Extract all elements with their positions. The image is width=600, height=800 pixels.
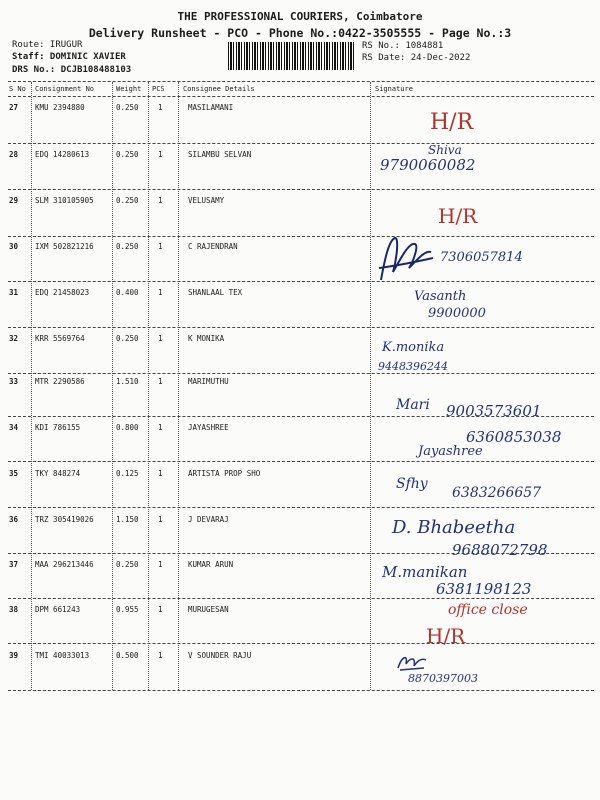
row-consignment: SLM 310105905 [35, 196, 94, 205]
row-pcs: 1 [158, 288, 163, 297]
rs-date: RS Date: 24-Dec-2022 [362, 53, 471, 63]
row-sno: 33 [9, 377, 19, 386]
barcode [228, 42, 356, 70]
row-consignee: SHANLAAL TEX [188, 288, 243, 297]
row-consignee: J DEVARAJ [188, 515, 229, 524]
row-pcs: 1 [158, 469, 163, 478]
row-consignee: MURUGESAN [188, 605, 229, 614]
row-weight: 0.250 [116, 560, 139, 569]
row-weight: 0.125 [116, 469, 139, 478]
row-pcs: 1 [158, 103, 163, 112]
row-weight: 0.250 [116, 242, 139, 251]
row-consignment: MAA 296213446 [35, 560, 94, 569]
signature-scribble [375, 228, 437, 286]
col-header-consignment: Consignment No [35, 85, 95, 93]
row-weight: 0.800 [116, 423, 139, 432]
handwritten-signature: Sfhy [396, 476, 428, 492]
row-consignee: MASILAMANI [188, 103, 234, 112]
handwritten-signature: Jayashree [418, 444, 483, 459]
row-divider [8, 643, 594, 644]
row-weight: 0.955 [116, 605, 139, 614]
col-header-pcs: PCS [152, 85, 165, 93]
row-weight: 0.250 [116, 334, 139, 343]
row-weight: 0.400 [116, 288, 139, 297]
drs-number: DRS No.: DCJB108488103 [12, 65, 132, 75]
handwritten-phone: 6383266657 [452, 485, 542, 501]
rs-number: RS No.: 1084881 [362, 41, 444, 51]
row-consignment: IXM 502821216 [35, 242, 94, 251]
handwritten-phone: 7306057814 [440, 250, 523, 265]
row-weight: 0.250 [116, 196, 139, 205]
row-sno: 34 [9, 423, 19, 432]
row-divider [8, 507, 594, 508]
row-divider [8, 281, 594, 282]
row-consignment: EDQ 21458023 [35, 288, 90, 297]
row-consignment: KRR 5569764 [35, 334, 85, 343]
row-consignee: MARIMUTHU [188, 377, 229, 386]
row-divider [8, 690, 594, 691]
handwritten-signature: K.monika [382, 340, 445, 355]
signature-scribble [394, 650, 430, 674]
row-weight: 0.500 [116, 651, 139, 660]
row-consignee: JAYASHREE [188, 423, 229, 432]
row-pcs: 1 [158, 242, 163, 251]
row-sno: 35 [9, 469, 19, 478]
row-consignee: KUMAR ARUN [188, 560, 234, 569]
handwritten-phone: 9003573601 [446, 402, 542, 420]
row-consignment: KMU 2394880 [35, 103, 85, 112]
row-weight: 0.250 [116, 103, 139, 112]
row-consignee: K MONIKA [188, 334, 225, 343]
handwritten-signature: 9900000 [428, 306, 486, 321]
row-divider [8, 143, 594, 144]
row-consignment: MTR 2290586 [35, 377, 85, 386]
handwritten-note: H/R [426, 624, 466, 648]
row-consignment: TKY 848274 [35, 469, 81, 478]
row-sno: 27 [9, 103, 19, 112]
row-sno: 38 [9, 605, 19, 614]
row-consignee: ARTISTA PROP SHO [188, 469, 261, 478]
header-bottom-rule [8, 96, 594, 97]
handwritten-phone: 9448396244 [378, 360, 448, 373]
handwritten-signature: Vasanth [414, 289, 467, 304]
row-consignment: TMI 40033013 [35, 651, 90, 660]
document-subtitle: Delivery Runsheet - PCO - Phone No.:0422-3505555 - Page No.:3 [88, 26, 512, 40]
row-divider [8, 327, 594, 328]
row-pcs: 1 [158, 605, 163, 614]
row-sno: 37 [9, 560, 19, 569]
row-divider [8, 461, 594, 462]
handwritten-note: H/R [438, 204, 478, 228]
handwritten-phone: 6381198123 [436, 580, 532, 598]
document-title: THE PROFESSIONAL COURIERS, Coimbatore [177, 10, 423, 23]
row-consignee: V SOUNDER RAJU [188, 651, 252, 660]
row-weight: 0.250 [116, 150, 139, 159]
staff-label: Staff: DOMINIC XAVIER [12, 52, 126, 62]
row-divider [8, 598, 594, 599]
row-pcs: 1 [158, 196, 163, 205]
row-sno: 30 [9, 242, 19, 251]
handwritten-phone: 9790060082 [380, 156, 476, 174]
row-consignment: KDI 786155 [35, 423, 81, 432]
row-pcs: 1 [158, 334, 163, 343]
row-divider [8, 236, 594, 237]
handwritten-signature: Mari [396, 397, 430, 413]
row-sno: 31 [9, 288, 19, 297]
col-header-consignee: Consignee Details [183, 85, 255, 93]
handwritten-note: H/R [430, 110, 474, 135]
row-consignee: SILAMBU SELVAN [188, 150, 252, 159]
row-pcs: 1 [158, 515, 163, 524]
handwritten-signature: M.manikan [382, 563, 468, 581]
header-top-rule [8, 81, 594, 82]
col-header-sno: S No [9, 85, 26, 93]
row-weight: 1.150 [116, 515, 139, 524]
row-sno: 39 [9, 651, 19, 660]
row-sno: 32 [9, 334, 19, 343]
row-divider [8, 189, 594, 190]
row-pcs: 1 [158, 150, 163, 159]
handwritten-note: office close [448, 602, 528, 618]
col-header-signature: Signature [375, 85, 413, 93]
handwritten-signature: Shiva [428, 143, 462, 157]
row-consignment: TRZ 305419026 [35, 515, 94, 524]
row-sno: 28 [9, 150, 19, 159]
route-label: Route: IRUGUR [12, 40, 83, 50]
row-pcs: 1 [158, 651, 163, 660]
row-pcs: 1 [158, 423, 163, 432]
handwritten-phone: 8870397003 [408, 672, 478, 685]
row-sno: 36 [9, 515, 19, 524]
handwritten-signature: D. Bhabeetha [392, 517, 516, 538]
row-consignment: EDQ 14280613 [35, 150, 90, 159]
row-sno: 29 [9, 196, 19, 205]
row-consignment: DPM 661243 [35, 605, 81, 614]
handwritten-phone: 9688072798 [452, 541, 548, 559]
row-divider [8, 373, 594, 374]
col-header-weight: Weight [116, 85, 142, 93]
handwritten-phone: 6360853038 [466, 428, 562, 446]
row-consignee: C RAJENDRAN [188, 242, 238, 251]
row-weight: 1.510 [116, 377, 139, 386]
row-pcs: 1 [158, 377, 163, 386]
row-consignee: VELUSAMY [188, 196, 225, 205]
row-pcs: 1 [158, 560, 163, 569]
